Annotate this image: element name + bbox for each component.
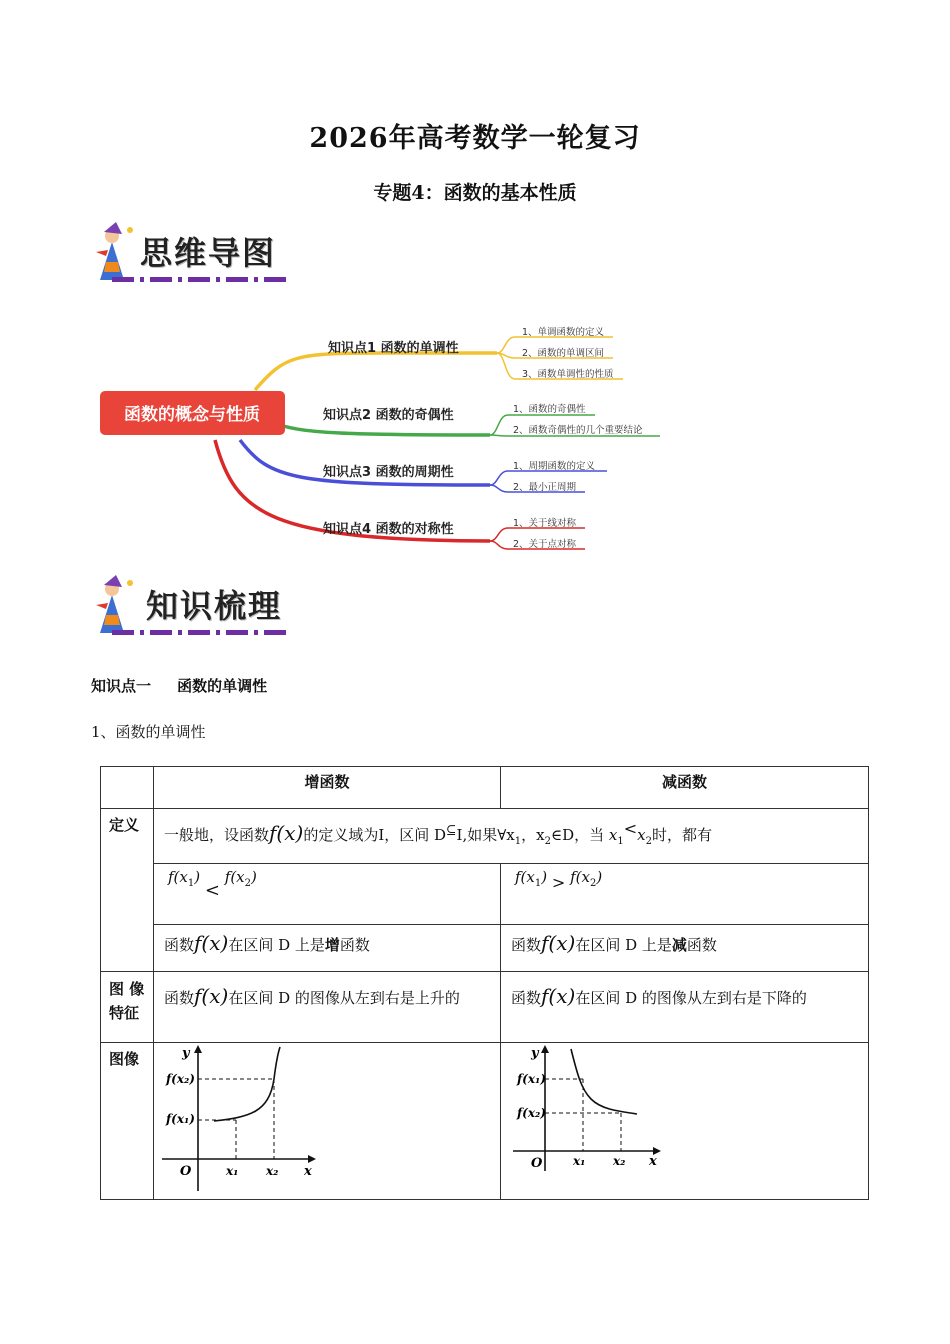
mindmap-banner [90,222,290,290]
x-axis-label: x [649,1154,657,1169]
subsection-heading: 1、函数的单调性 [91,723,206,741]
increasing-function-graph [154,1043,500,1195]
decreasing-curve [571,1049,637,1114]
definition-text: 一般地，设函数f(x)的定义域为I，区间 D⊆I,如果$\forall x_1$，$x_2\in D$，当 $x_1^<x_2$时，都有 [154,809,869,864]
branch-2-label: 知识点2 函数的奇偶性 [323,408,454,423]
x2-label: x₂ [613,1154,626,1168]
conclusion-increasing: 函数f(x)在区间 D 上是增函数 [154,925,501,972]
leaf-2-2: 2、函数奇偶性的几个重要结论 [513,425,643,436]
inequality-increasing: $f(x_1) < f(x_2)$ [154,864,501,925]
banner-divider [112,630,287,635]
leaf-1-3: 3、函数单调性的性质 [522,369,614,380]
table-header-row [101,767,869,809]
fx2-label: f(x₂) [166,1072,195,1086]
leaf-1-2: 2、函数的单调区间 [522,348,605,359]
x2-label: x₂ [266,1164,279,1178]
leaf-2-1: 1、函数的奇偶性 [513,404,586,415]
inequality-row [101,864,869,925]
table-corner-cell [101,767,154,809]
document-title: 2026年高考数学一轮复习 [309,123,641,154]
document-subtitle: 专题4：函数的基本性质 [373,182,577,204]
graph-row [101,1043,869,1200]
fx1-label: f(x₁) [166,1112,195,1126]
monotonicity-table [100,766,869,1200]
mindmap-diagram [95,315,675,560]
branch-1-label: 知识点1 函数的单调性 [328,341,459,356]
banner-divider [112,277,287,282]
mindmap-root-label: 函数的概念与性质 [124,405,260,425]
origin-label: O [180,1164,192,1179]
fx2-label: f(x₂) [517,1106,546,1120]
graph-decreasing-cell [501,1043,869,1200]
branch-3-label: 知识点3 函数的周期性 [323,465,454,480]
header-decreasing: 减函数 [501,767,869,809]
leaf-3-1: 1、周期函数的定义 [513,461,596,472]
leaf-4-2: 2、关于点对称 [513,539,577,550]
leaf-4-1: 1、关于线对称 [513,518,577,529]
row-label-graph: 图像 [101,1043,154,1200]
leaf-3-2: 2、最小正周期 [513,482,577,493]
leaf-1-1: 1、单调函数的定义 [522,327,605,338]
fx1-label: f(x₁) [517,1072,546,1086]
inequality-decreasing: $f(x_1) > f(x_2)$ [501,864,869,925]
section-heading: 知识点一 函数的单调性 [91,677,268,695]
increasing-curve [214,1047,280,1121]
feature-increasing: 函数f(x)在区间 D 的图像从左到右是上升的 [154,972,501,1043]
wizard-icon [90,575,140,635]
x1-label: x₁ [226,1164,239,1178]
mindmap-banner-title: 思维导图 [140,234,277,272]
branch-1-curve [255,353,497,390]
graph-increasing-cell [154,1043,501,1200]
conclusion-row [101,925,869,972]
x1-label: x₁ [573,1154,586,1168]
conclusion-decreasing: 函数f(x)在区间 D 上是减函数 [501,925,869,972]
y-axis-label: y [182,1046,190,1061]
row-label-definition: 定义 [101,809,154,972]
branch-2-curve [280,425,490,435]
x-axis-label: x [304,1164,312,1179]
feature-decreasing: 函数f(x)在区间 D 的图像从左到右是下降的 [501,972,869,1043]
definition-row [101,809,869,864]
header-increasing: 增函数 [154,767,501,809]
wizard-icon [90,222,140,282]
row-label-feature: 图 像 特征 [101,972,154,1043]
knowledge-banner [90,575,290,643]
decreasing-function-graph [501,1043,868,1195]
origin-label: O [531,1156,543,1171]
y-axis-label: y [531,1046,539,1061]
branch-4-label: 知识点4 函数的对称性 [323,522,454,537]
knowledge-banner-title: 知识梳理 [146,587,283,625]
feature-row [101,972,869,1043]
